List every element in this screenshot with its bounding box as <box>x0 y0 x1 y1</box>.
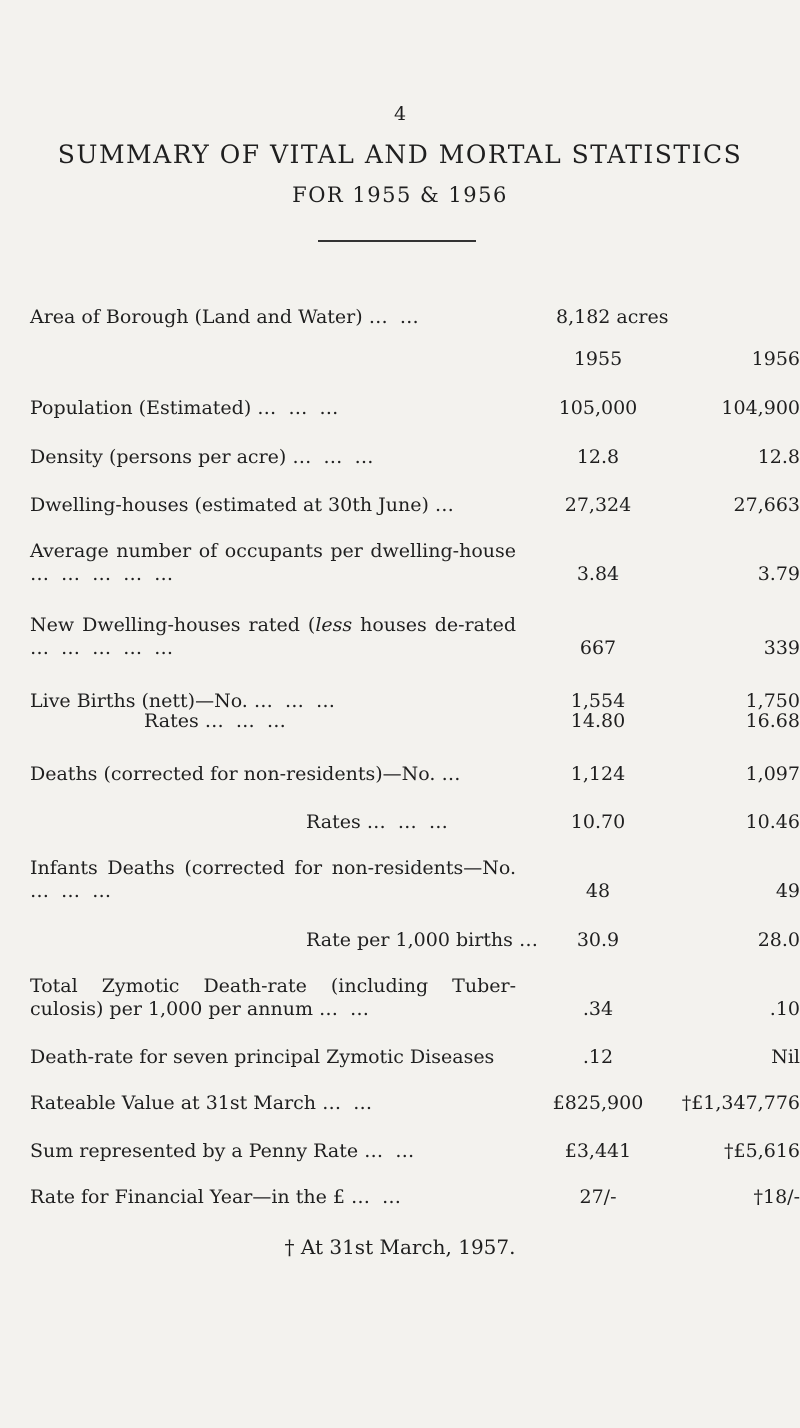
financial-rate-1956: †18/- <box>753 1186 800 1208</box>
infant-rate-1956: 28.0 <box>757 929 800 951</box>
death-rates-1956: 10.46 <box>745 811 800 833</box>
year-1956-header: 1956 <box>751 348 800 370</box>
financial-rate-1955: 27/- <box>579 1186 617 1208</box>
page-title: SUMMARY OF VITAL AND MORTAL STATISTICS <box>57 140 743 169</box>
title-rule <box>318 240 476 242</box>
population-label: Population (Estimated) <box>30 397 252 419</box>
zymotic-seven-1955: .12 <box>582 1046 614 1068</box>
infant-deaths-1956: 49 <box>775 880 800 902</box>
footnote: † At 31st March, 1957. <box>284 1235 516 1259</box>
rateable-value-1956: †£1,347,776 <box>681 1092 800 1114</box>
dwellings-label: Dwelling-houses (estimated at 30th June) <box>30 494 429 516</box>
penny-rate-1955: £3,441 <box>564 1140 632 1162</box>
zymotic-total-label: Total Zymotic Death-rate (including Tuber-culosis) per 1,000 per annum <box>30 975 516 1020</box>
live-births-1955: 1,554 <box>570 690 626 712</box>
density-label: Density (persons per acre) <box>30 446 287 468</box>
area-value: 8,182 acres <box>556 306 669 328</box>
rateable-value-label: Rateable Value at 31st March <box>30 1092 317 1114</box>
new-dwellings-1955: 667 <box>579 637 617 659</box>
live-births-rates-label: Rates <box>144 710 199 732</box>
density-1956: 12.8 <box>757 446 800 468</box>
death-rates-1955: 10.70 <box>570 811 626 833</box>
penny-rate-label: Sum represented by a Penny Rate <box>30 1140 359 1162</box>
new-dwellings-label: New Dwelling-houses rated (less houses de-rated … … … … … <box>30 614 516 659</box>
page-number: 4 <box>393 103 407 125</box>
zymotic-total-1956: .10 <box>769 998 800 1020</box>
penny-rate-1956: †£5,616 <box>724 1140 800 1162</box>
population-1956: 104,900 <box>721 397 800 419</box>
financial-rate-label: Rate for Financial Year—in the £ <box>30 1186 345 1208</box>
new-dwellings-1956: 339 <box>763 637 800 659</box>
page-subtitle: FOR 1955 & 1956 <box>292 183 508 207</box>
birth-rate-1955: 14.80 <box>570 710 626 732</box>
rateable-value-1955: £825,900 <box>552 1092 644 1114</box>
live-births-1956: 1,750 <box>745 690 800 712</box>
year-1955-header: 1955 <box>573 348 623 370</box>
population-1955: 105,000 <box>558 397 638 419</box>
dwellings-1955: 27,324 <box>564 494 632 516</box>
death-rates-label: Rates <box>306 811 361 833</box>
infant-deaths-label: Infants Deaths (corrected for non-residents—No. <box>30 857 516 879</box>
density-1955: 12.8 <box>576 446 620 468</box>
deaths-1956: 1,097 <box>745 763 800 785</box>
zymotic-total-1955: .34 <box>582 998 614 1020</box>
birth-rate-1956: 16.68 <box>745 710 800 732</box>
dwellings-1956: 27,663 <box>733 494 800 516</box>
zymotic-seven-1956: Nil <box>771 1046 800 1068</box>
occupants-1955: 3.84 <box>576 563 620 585</box>
zymotic-seven-label: Death-rate for seven principal Zymotic Diseases <box>30 1046 495 1068</box>
infant-deaths-1955: 48 <box>585 880 611 902</box>
infant-rate-label: Rate per 1,000 births <box>306 929 513 951</box>
area-label: Area of Borough (Land and Water) <box>30 306 363 328</box>
live-births-label: Live Births (nett)—No. <box>30 690 248 712</box>
deaths-label: Deaths (corrected for non-residents)—No. <box>30 763 436 785</box>
occupants-1956: 3.79 <box>757 563 800 585</box>
infant-rate-1955: 30.9 <box>576 929 620 951</box>
deaths-1955: 1,124 <box>570 763 626 785</box>
occupants-label: Average number of occupants per dwelling-house <box>30 540 516 562</box>
